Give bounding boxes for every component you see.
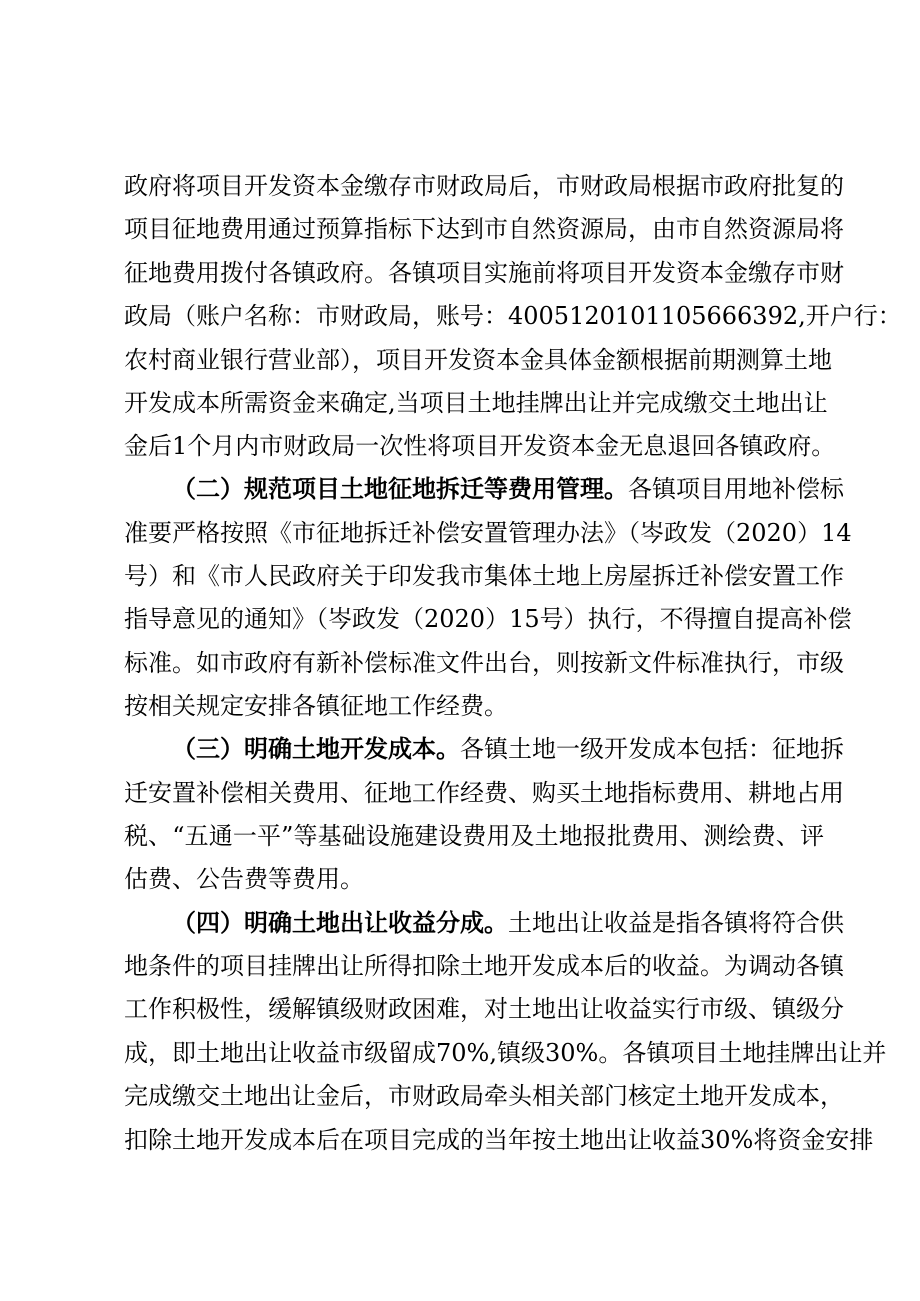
- paragraph-line: 按相关规定安排各镇征地工作经费。: [124, 692, 508, 720]
- paragraph-line: 政局（账户名称：市财政局，账号：400512010110566639​2,开户行：: [124, 302, 902, 330]
- paragraph-line: 项目征地费用通过预算指标下达到市自然资源局，由市自然资源局将: [124, 215, 844, 243]
- paragraph-line: 迁安置补偿相关费用、征地工作经费、购买土地指标费用、耕地占用: [124, 779, 844, 807]
- section-heading-line: [172, 906, 844, 940]
- section-heading: （三）明确土地开发成本。: [172, 734, 460, 763]
- paragraph-line: 号）和《市人民政府关于印发我市集体土地上房屋拆迁补偿安置工作: [124, 562, 844, 590]
- paragraph-line: 开发成本所需资金来确定,当项目土地挂牌出让并完成缴交土地出让: [124, 389, 828, 417]
- section-text: 土地出让收益是指各镇将符合供: [508, 909, 844, 937]
- paragraph-line: 地条件的项目挂牌出让所得扣除土地开发成本后的收益。为调动各镇: [124, 952, 844, 980]
- paragraph-line: 准要严格按照《市征地拆迁补偿安置管理办法》（岑政发（2020）14: [124, 519, 852, 547]
- section-heading-line: [172, 732, 844, 766]
- paragraph-line: 完成缴交土地出让金后，市财政局牵头相关部门核定土地开发成本，: [124, 1082, 844, 1110]
- paragraph-line: 税、“五通一平”等基础设施建设费用及土地报批费用、测绘费、评: [124, 822, 824, 850]
- section-heading: （四）明确土地出让收益分成。: [172, 908, 508, 937]
- paragraph-line: 农村商业银行营业部），项目开发资本金具体金额根据前期测算土地: [124, 346, 832, 374]
- paragraph-line: 征地费用拨付各镇政府。各镇项目实施前将项目开发资本金缴存市财: [124, 259, 844, 287]
- paragraph-line: 扣除土地开发成本后在项目完成的当年按土地出让收益30%将资金安排: [124, 1126, 874, 1154]
- section-heading: （二）规范项目土地征地拆迁等费用管理。: [172, 474, 628, 503]
- paragraph-line: 政府将项目开发资本金缴存市财政局后，市财政局根据市政府批复的: [124, 172, 844, 200]
- section-text: 各镇项目用地补偿标: [628, 475, 844, 503]
- paragraph-line: 金后1个月内市财政局一次性将项目开发资本金无息退回各镇政府。: [124, 432, 836, 460]
- section-heading-line: [172, 472, 844, 506]
- paragraph-line: 工作积极性，缓解镇级财政困难，对土地出让收益实行市级、镇级分: [124, 995, 844, 1023]
- section-text: 各镇土地一级开发成本包括：征地拆: [460, 735, 844, 763]
- paragraph-line: 标准。如市政府有新补偿标准文件出台，则按新文件标准执行，市级: [124, 649, 844, 677]
- paragraph-line: 指导意见的通知》（岑政发（2020）15号）执行，不得擅自提高补偿: [124, 605, 852, 633]
- paragraph-line: 成，即土地出让收益市级留成70%,镇级30%。各镇项目土地挂牌出让并: [124, 1039, 887, 1067]
- paragraph-line: 估费、公告费等费用。: [124, 865, 364, 893]
